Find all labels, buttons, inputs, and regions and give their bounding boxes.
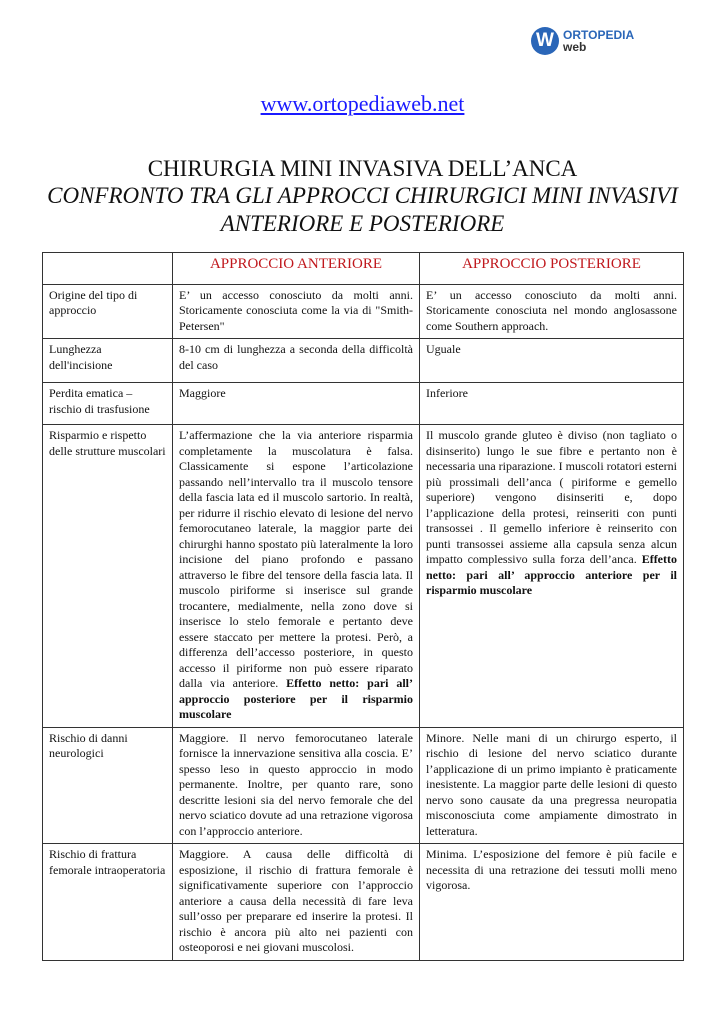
posterior-cell: Uguale xyxy=(420,339,684,383)
comparison-table xyxy=(42,252,684,961)
posterior-cell: E’ un accesso conosciuto da molti anni. Storicamente conosciuta nel mondo anglosassone come Southern approach. xyxy=(420,284,684,339)
logo-line-2: web xyxy=(563,40,587,54)
posterior-cell: Inferiore xyxy=(420,383,684,425)
table-row xyxy=(43,284,684,339)
row-label: Origine del tipo di approccio xyxy=(43,284,173,339)
anterior-cell: Maggiore xyxy=(173,383,420,425)
logo-icon: W xyxy=(531,27,559,55)
table-header-row xyxy=(43,253,684,285)
posterior-cell: Minima. L’esposizione del femore è più facile e necessita di una retrazione dei tessuti molli meno vigorosa. xyxy=(420,844,684,961)
posterior-net-effect: Effetto netto: pari all’ approccio anteriore per il risparmio muscolare xyxy=(426,552,678,597)
website-link[interactable]: www.ortopediaweb.net xyxy=(260,91,465,116)
table-row xyxy=(43,339,684,383)
anterior-text: L’affermazione che la via anteriore risparmia completamente la muscolatura è falsa. Classicamente si espone l’articolazione passando nell’intervallo tra il muscolo tensore della fascia lata ed il muscolo sartorio. In realtà, per ridurre il rischio elevato di lesione del nervo femorocutaneo laterale, la maggior parte dei chirurghi hanno spostato più lateralmente la loro incisione del piano profondo e passano attraverso le fibre del tensore della fascia lata. Il muscolo piriforme si inserisce sul grande trocantere, medialmente, nella zono dove si inserisce lo stelo femorale e pertanto deve essere staccato per mettere la protesi. Però, a differenza dell’accesso posteriore, in questo accesso il piriforme non può essere riparato dalla via anteriore. xyxy=(179,428,413,690)
posterior-text: Il muscolo grande gluteo è diviso (non tagliato o disinserito) lungo le sue fibre e pertanto non è necessaria una riparazione. I muscoli rotatori esterni più prossimali dell’anca ( piriforme e gemello superiore) vengono disinseriti e, dopo l’applicazione della protesi, reinseriti con punti transossei . Il gemello inferiore è reinserito con punti transossei assieme alla capsula senza alcun impatto complessivo sulla forza dell’anca. xyxy=(426,428,677,566)
header-empty-cell xyxy=(43,253,173,285)
row-label: Rischio di frattura femorale intraoperatoria xyxy=(43,844,173,961)
header-anterior: APPROCCIO ANTERIORE xyxy=(173,253,420,285)
document-title: CHIRURGIA MINI INVASIVA DELL’ANCA xyxy=(147,156,578,181)
table-row xyxy=(43,383,684,425)
posterior-cell xyxy=(420,425,684,728)
anterior-cell: Maggiore. Il nervo femorocutaneo laterale fornisce la innervazione sensitiva alla coscia. E’ spesso leso in questo approccio in modo permanente. Inoltre, per quanto rare, sono descritte lesioni sia del nervo femorale che del nervo sciatico dovute ad una retrazione vigorosa con l’approccio anteriore. xyxy=(173,727,420,844)
header-posterior: APPROCCIO POSTERIORE xyxy=(420,253,684,285)
table-row xyxy=(43,727,684,844)
logo-line-1: ORTOPEDIA xyxy=(563,28,635,42)
posterior-cell: Minore. Nelle mani di un chirurgo esperto, il rischio di lesione del nervo sciatico durante l’applicazione di un primo impianto è praticamente inesistente. La maggior parte delle lesioni di questo nervo sono causate da una pregressa neuropatia misconosciuta come ampiamente dimostrato in letteratura. xyxy=(420,727,684,844)
anterior-net-effect: Effetto netto: pari all’ approccio posteriore per il risparmio muscolare xyxy=(179,676,413,721)
ortopediaweb-logo xyxy=(528,22,640,68)
row-label: Rischio di danni neurologici xyxy=(43,727,173,844)
anterior-cell: Maggiore. A causa delle difficoltà di esposizione, il rischio di frattura femorale è significativamente superiore con l’approccio anteriore a causa della necessità di fare leva sull’osso per preparare ed inserire la protesi. Il rischio è ancora più alto nei pazienti con osteoporosi e nei giovani muscolosi. xyxy=(173,844,420,961)
table-row xyxy=(43,844,684,961)
anterior-cell: 8-10 cm di lunghezza a seconda della difficoltà del caso xyxy=(173,339,420,383)
table-row xyxy=(43,425,684,728)
logo-wordmark xyxy=(563,29,634,53)
anterior-cell: E’ un accesso conosciuto da molti anni. Storicamente conosciuta come la via di "Smith-Petersen" xyxy=(173,284,420,339)
row-label: Risparmio e rispetto delle strutture muscolari xyxy=(43,425,173,728)
anterior-cell xyxy=(173,425,420,728)
row-label: Perdita ematica – rischio di trasfusione xyxy=(43,383,173,425)
row-label: Lunghezza dell'incisione xyxy=(43,339,173,383)
document-subtitle: CONFRONTO TRA GLI APPROCCI CHIRURGICI MINI INVASIVI ANTERIORE E POSTERIORE xyxy=(47,183,678,236)
